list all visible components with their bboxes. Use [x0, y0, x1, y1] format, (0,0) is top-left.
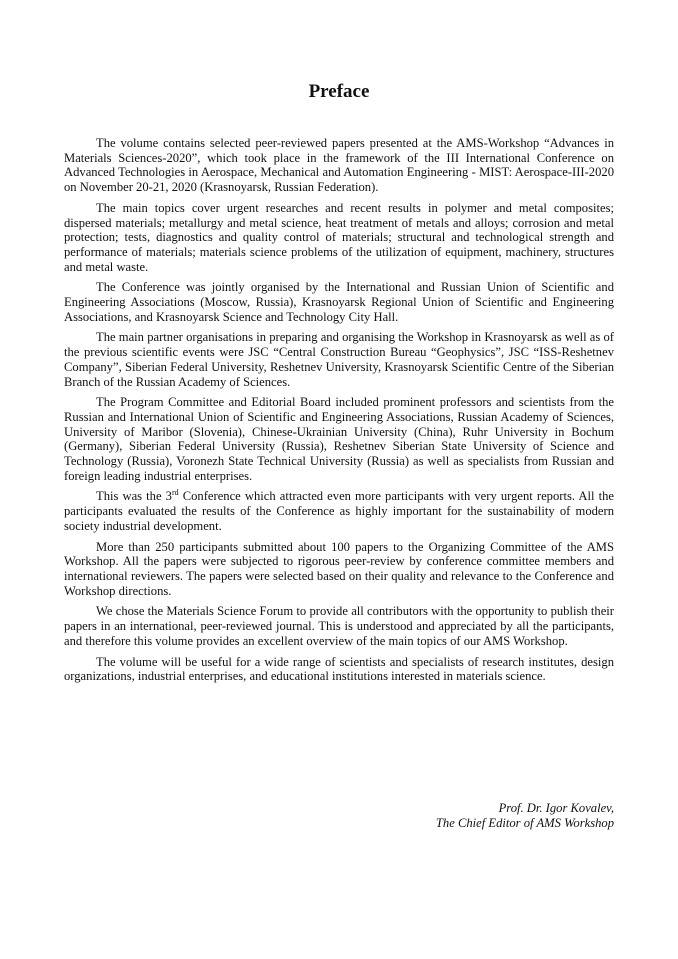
- paragraph-1: The volume contains selected peer-reviewed papers presented at the AMS-Workshop “Advances in Materials Sciences-2020”, which took place in the framework of the III International Conference on Advanced Technologies in Aerospace, Mechanical and Automation Engineering - MIST: Aerospace-III-2020 on November 20-21, 2020 (Krasnoyarsk, Russian Federation).: [64, 136, 614, 195]
- paragraph-9: The volume will be useful for a wide range of scientists and specialists of research institutes, design organizations, industrial enterprises, and educational institutions interested in materials science.: [64, 654, 614, 684]
- paragraph-5: The Program Committee and Editorial Board included prominent professors and scientists from the Russian and International Union of Scientific and Engineering Associations, Russian Academy of Sciences, University of Maribor (Slovenia), Chinese-Ukrainian University (China), Ruhr University in Bochum (Germany), Siberian Federal University (Russia), Reshetnev Siberian State University of Science and Technology (Russia), Voronezh State Technical University (Russia) as well as specialists from Russian and foreign leading industrial enterprises.: [64, 395, 614, 483]
- editor-signature: [64, 801, 614, 831]
- paragraph-3: The Conference was jointly organised by the International and Russian Union of Scientific and Engineering Associations (Moscow, Russia), Krasnoyarsk Regional Union of Scientific and Engineering Associations, and Krasnoyarsk Science and Technology City Hall.: [64, 280, 614, 324]
- paragraph-6: [64, 489, 614, 533]
- page-title: Preface: [308, 81, 370, 102]
- ordinal-superscript: rd: [171, 488, 179, 498]
- editor-name: Prof. Dr. Igor Kovalev,: [498, 801, 614, 815]
- paragraph-4: The main partner organisations in preparing and organising the Workshop in Krasnoyarsk as well as of the previous scientific events were JSC “Central Construction Bureau “Geophysics”, JSC “ISS-Reshetnev Company”, Siberian Federal University, Reshetnev University, Krasnoyarsk Scientific Centre of the Siberian Branch of the Russian Academy of Sciences.: [64, 330, 614, 389]
- paragraph-2: The main topics cover urgent researches and recent results in polymer and metal composites; dispersed materials; metallurgy and metal science, heat treatment of metals and alloys; corrosion and metal protection; tests, diagnostics and quality control of materials; structural and technological strength and performance of materials; materials science problems of the utilization of equipment, machinery, structures and metal waste.: [64, 200, 614, 274]
- editor-role: The Chief Editor of AMS Workshop: [435, 816, 614, 830]
- paragraph-6-start: This was the 3: [96, 489, 172, 504]
- paragraph-8: We chose the Materials Science Forum to provide all contributors with the opportunity to publish their papers in an international, peer-reviewed journal. This is understood and appreciated by all the participants, and therefore this volume provides an excellent overview of the main topics of our AMS Workshop.: [64, 604, 614, 648]
- preface-body: [64, 136, 614, 690]
- paragraph-6-rest: Conference which attracted even more participants with very urgent reports. All the participants evaluated the results of the Conference as highly important for the sustainability of modern society industrial development.: [64, 489, 614, 533]
- paragraph-7: More than 250 participants submitted about 100 papers to the Organizing Committee of the AMS Workshop. All the papers were subjected to rigorous peer-review by conference committee members and international reviewers. The papers were selected based on their quality and relevance to the Conference and Workshop directions.: [64, 539, 614, 598]
